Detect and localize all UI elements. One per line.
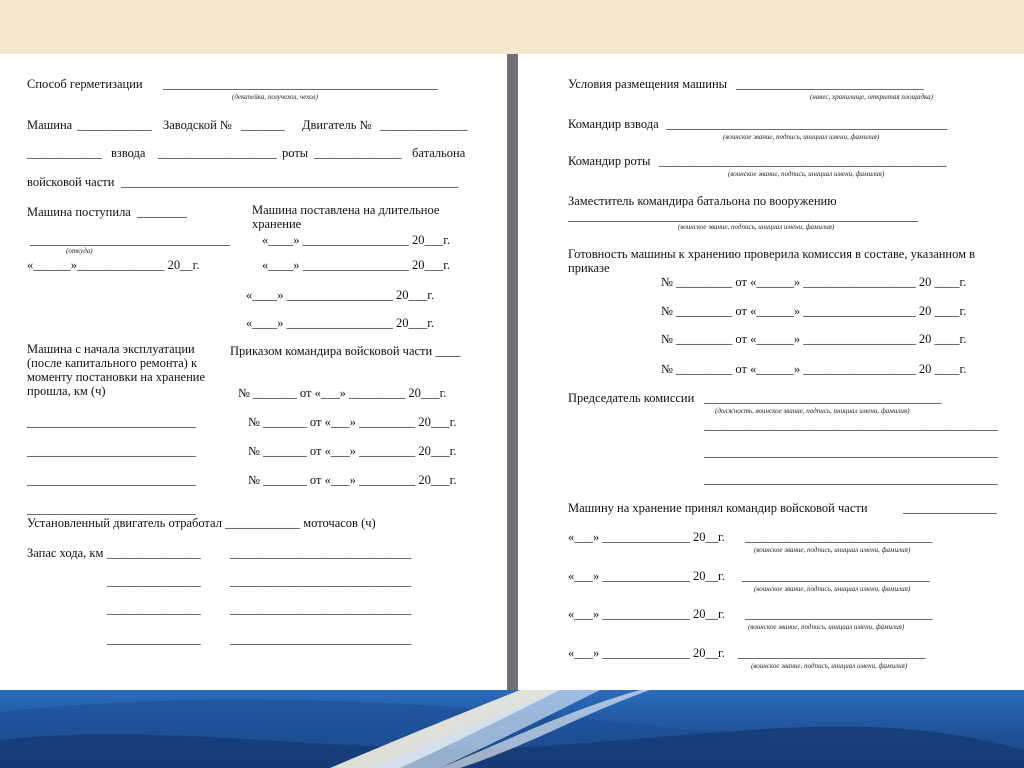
accepted-hint: (воинское звание, подпись, инициал имени, фамилия) — [748, 623, 905, 631]
conditions-label: Условия размещения машины — [568, 77, 728, 91]
stored-date[interactable]: «____» _________________ 20___г. — [246, 288, 435, 302]
order-row[interactable]: № _______ от «___» _________ 20___г. — [248, 444, 457, 458]
accepted-hint: (воинское звание, подпись, инициал имени, фамилия) — [754, 585, 911, 593]
km-field[interactable]: ___________________________ — [27, 502, 196, 516]
company-cmd-field[interactable]: ______________________________________________ — [659, 154, 947, 168]
conditions-hint: (навес, хранилище, открытая площадка) — [810, 93, 933, 101]
stored-label-2: хранение — [252, 217, 302, 231]
accepted-sign-field[interactable]: ______________________________ — [745, 530, 933, 544]
range-label: Запас хода, км — [27, 546, 104, 560]
chairman-hint: (должность, воинское звание, подпись, инициал имени, фамилия) — [715, 407, 910, 415]
accepted-date[interactable]: «___» ______________ 20__г. — [568, 530, 725, 544]
platoon-cmd-hint: (воинское звание, подпись, инициал имени, фамилия) — [723, 133, 880, 141]
order-row[interactable]: № _______ от «___» _________ 20___г. — [248, 415, 457, 429]
member-field[interactable]: _______________________________________________ — [704, 472, 998, 486]
engine-field[interactable]: ______________ — [380, 118, 468, 132]
page-divider — [507, 54, 518, 696]
chairman-field[interactable]: ______________________________________ — [704, 391, 942, 405]
arrived-field[interactable]: ________ — [137, 205, 187, 219]
stored-date[interactable]: «____» _________________ 20___г. — [262, 233, 451, 247]
deputy-label: Заместитель командира батальона по вооружению — [568, 194, 837, 208]
km-field[interactable]: ___________________________ — [27, 473, 196, 487]
conditions-field[interactable]: ______________________________ — [736, 77, 924, 91]
platoon-label: взвода — [111, 146, 146, 160]
unit-label: войсковой части — [27, 175, 115, 189]
accepted-label: Машину на хранение принял командир войсковой части — [568, 501, 868, 515]
range-field[interactable]: _____________________________ — [230, 574, 412, 588]
order-row[interactable]: № _______ от «___» _________ 20___г. — [248, 473, 457, 487]
accepted-date[interactable]: «___» ______________ 20__г. — [568, 569, 725, 583]
range-field[interactable]: _______________ — [107, 546, 201, 560]
platoon-field[interactable]: ____________ — [27, 146, 102, 160]
seal-hint: (декапейка, получехол, чехол) — [232, 93, 318, 101]
bottom-wave-decoration — [0, 690, 1024, 768]
operation-label: Машина с начала эксплуатации — [27, 342, 195, 356]
left-page — [0, 54, 507, 696]
operation-label: прошла, км (ч) — [27, 384, 106, 398]
order-label: Приказом командира войсковой части ____ — [230, 344, 461, 358]
company-cmd-label: Командир роты — [568, 154, 651, 168]
wave-graphic — [0, 690, 1024, 768]
deputy-field[interactable]: ________________________________________________________ — [568, 209, 918, 223]
accepted-field[interactable]: _______________ — [903, 501, 997, 515]
factory-label: Заводской № — [163, 118, 232, 132]
stored-date[interactable]: «____» _________________ 20___г. — [262, 258, 451, 272]
accepted-date[interactable]: «___» ______________ 20__г. — [568, 646, 725, 660]
top-band — [0, 0, 1024, 54]
platoon-cmd-label: Командир взвода — [568, 117, 659, 131]
company-cmd-hint: (воинское звание, подпись, инициал имени, фамилия) — [728, 170, 885, 178]
from-hint: (откуда) — [66, 247, 93, 255]
km-field[interactable]: ___________________________ — [27, 444, 196, 458]
seal-field[interactable]: ____________________________________________ — [163, 77, 438, 91]
operation-label: моменту постановки на хранение — [27, 370, 206, 384]
member-field[interactable]: _______________________________________________ — [704, 445, 998, 459]
range-field[interactable]: _______________ — [107, 632, 201, 646]
accepted-sign-field[interactable]: ______________________________ — [742, 569, 930, 583]
accepted-hint: (воинское звание, подпись, инициал имени, фамилия) — [754, 546, 911, 554]
commission-row[interactable]: № _________ от «______» __________________ 20 ____г. — [661, 362, 967, 376]
range-field[interactable]: _____________________________ — [230, 546, 412, 560]
range-field[interactable]: _____________________________ — [230, 602, 412, 616]
commission-row[interactable]: № _________ от «______» __________________ 20 ____г. — [661, 275, 967, 289]
order-row[interactable]: № _______ от «___» _________ 20___г. — [238, 386, 447, 400]
machine-field[interactable]: ____________ — [77, 118, 152, 132]
platoon-cmd-field[interactable]: _____________________________________________ — [666, 117, 948, 131]
stored-date[interactable]: «____» _________________ 20___г. — [246, 316, 435, 330]
range-field[interactable]: _____________________________ — [230, 632, 412, 646]
engine-worked: Установленный двигатель отработал ____________ моточасов (ч) — [27, 516, 376, 530]
unit-field[interactable]: ______________________________________________________ — [121, 175, 459, 189]
accepted-sign-field[interactable]: ______________________________ — [745, 607, 933, 621]
engine-label: Двигатель № — [302, 118, 372, 132]
member-field[interactable]: _______________________________________________ — [704, 418, 998, 432]
arrived-label: Машина поступила — [27, 205, 131, 219]
accepted-hint: (воинское звание, подпись, инициал имени, фамилия) — [751, 662, 908, 670]
km-field[interactable]: ___________________________ — [27, 415, 196, 429]
accepted-sign-field[interactable]: ______________________________ — [738, 646, 926, 660]
readiness-text-2: приказе — [568, 261, 610, 275]
seal-label: Способ герметизации — [27, 77, 143, 91]
deputy-hint: (воинское звание, подпись, инициал имени, фамилия) — [678, 223, 835, 231]
stored-label: Машина поставлена на длительное — [252, 203, 440, 217]
company-label: роты — [282, 146, 309, 160]
range-field[interactable]: _______________ — [107, 602, 201, 616]
machine-label: Машина — [27, 118, 73, 132]
company-field[interactable]: ___________________ — [158, 146, 277, 160]
commission-row[interactable]: № _________ от «______» __________________ 20 ____г. — [661, 332, 967, 346]
chairman-label: Председатель комиссии — [568, 391, 695, 405]
battalion-label: батальона — [412, 146, 466, 160]
readiness-text: Готовность машины к хранению проверила комиссия в составе, указанном в — [568, 247, 976, 261]
factory-field[interactable]: _______ — [241, 118, 285, 132]
right-page — [518, 54, 1024, 696]
arrived-date[interactable]: «______»______________ 20__г. — [27, 258, 200, 272]
accepted-date[interactable]: «___» ______________ 20__г. — [568, 607, 725, 621]
from-field[interactable]: ________________________________ — [30, 233, 230, 247]
commission-row[interactable]: № _________ от «______» __________________ 20 ____г. — [661, 304, 967, 318]
battalion-field[interactable]: ______________ — [314, 146, 402, 160]
range-field[interactable]: _______________ — [107, 574, 201, 588]
operation-label: (после капитального ремонта) к — [27, 356, 198, 370]
